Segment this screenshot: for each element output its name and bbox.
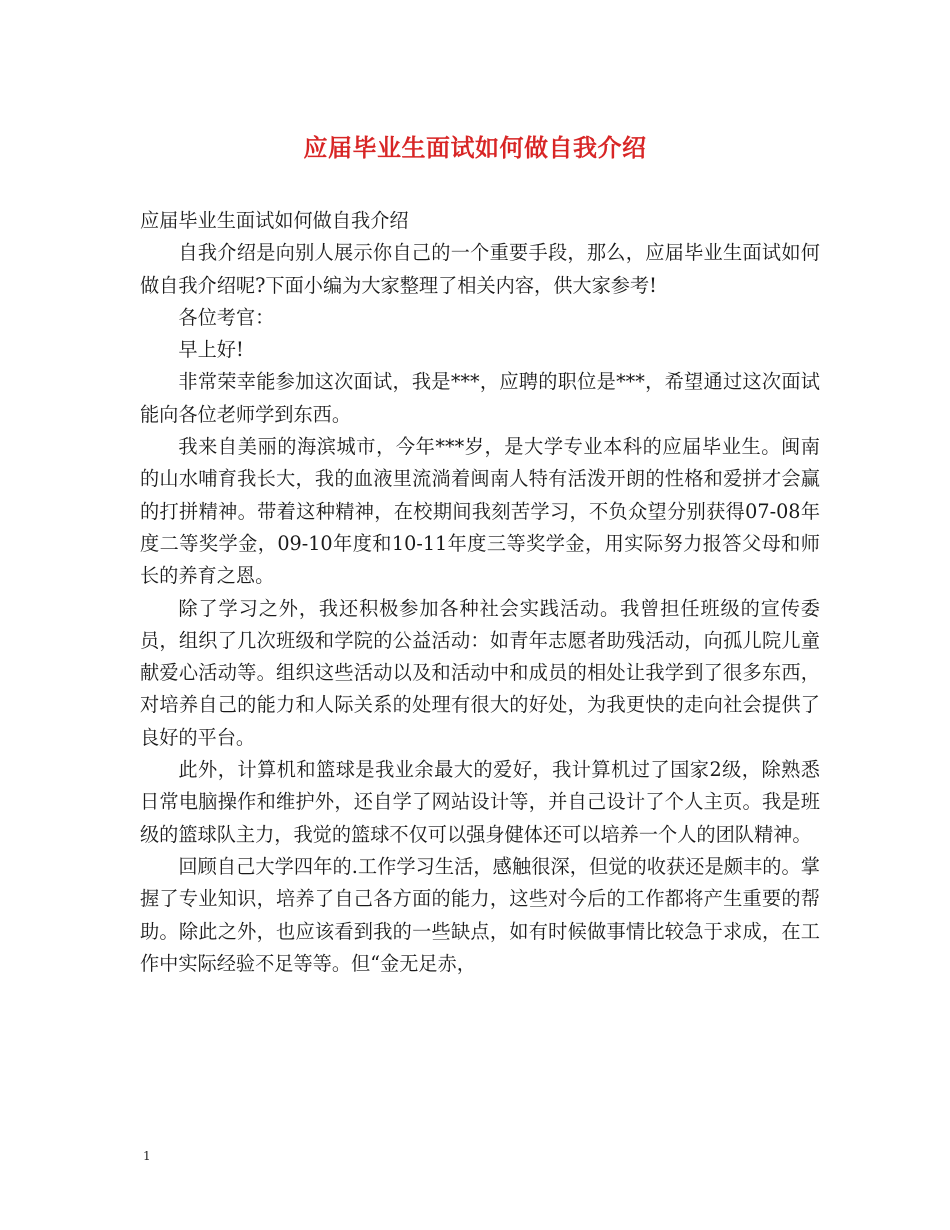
paragraph-opening: 非常荣幸能参加这次面试，我是***，应聘的职位是***，希望通过这次面试能向各位老师学到东西。 — [140, 370, 820, 426]
paragraph-greeting-examiners: 各位考官： — [178, 305, 275, 329]
document-title: 应届毕业生面试如何做自我介绍 — [303, 133, 647, 162]
paragraph-heading: 应届毕业生面试如何做自我介绍 — [140, 209, 409, 232]
paragraph-intro: 自我介绍是向别人展示你自己的一个重要手段，那么，应届毕业生面试如何做自我介绍呢?下面小编为大家整理了相关内容，供大家参考! — [140, 241, 820, 297]
paragraph-hobbies: 此外，计算机和篮球是我业余最大的爱好，我计算机过了国家2级，除熟悉日常电脑操作和维护外，还自学了网站设计等，并自己设计了个人主页。我是班级的篮球队主力，我觉的篮球不仅可以强身健体还可以培养一个人的团队精神。 — [140, 758, 820, 846]
page-number: 1 — [143, 1149, 151, 1163]
paragraph-activities: 除了学习之外，我还积极参加各种社会实践活动。我曾担任班级的宣传委员，组织了几次班级和学院的公益活动：如青年志愿者助残活动，向孤儿院儿童献爱心活动等。组织这些活动以及和活动中和成员的相处让我学到了很多东西，对培养自己的能力和人际关系的处理有很大的好处，为我更快的走向社会提供了良好的平台。 — [140, 596, 820, 749]
paragraph-review: 回顾自己大学四年的.工作学习生活，感触很深，但觉的收获还是颇丰的。掌握了专业知识，培养了自己各方面的能力，这些对今后的工作都将产生重要的帮助。除此之外，也应该看到我的一些缺点，如有时候做事情比较急于求成，在工作中实际经验不足等等。但“金无足赤， — [140, 854, 820, 975]
paragraph-good-morning: 早上好! — [178, 338, 244, 362]
paragraph-background: 我来自美丽的海滨城市，今年***岁，是大学专业本科的应届毕业生。闽南的山水哺育我长大，我的血液里流淌着闽南人特有活泼开朗的性格和爱拼才会赢的打拼精神。带着这种精神，在校期间我刻苦学习，不负众望分别获得07-08年度二等奖学金，09-10年度和10-11年度三等奖学金，用实际努力报答父母和师长的养育之恩。 — [140, 435, 820, 588]
document-body — [140, 205, 820, 980]
